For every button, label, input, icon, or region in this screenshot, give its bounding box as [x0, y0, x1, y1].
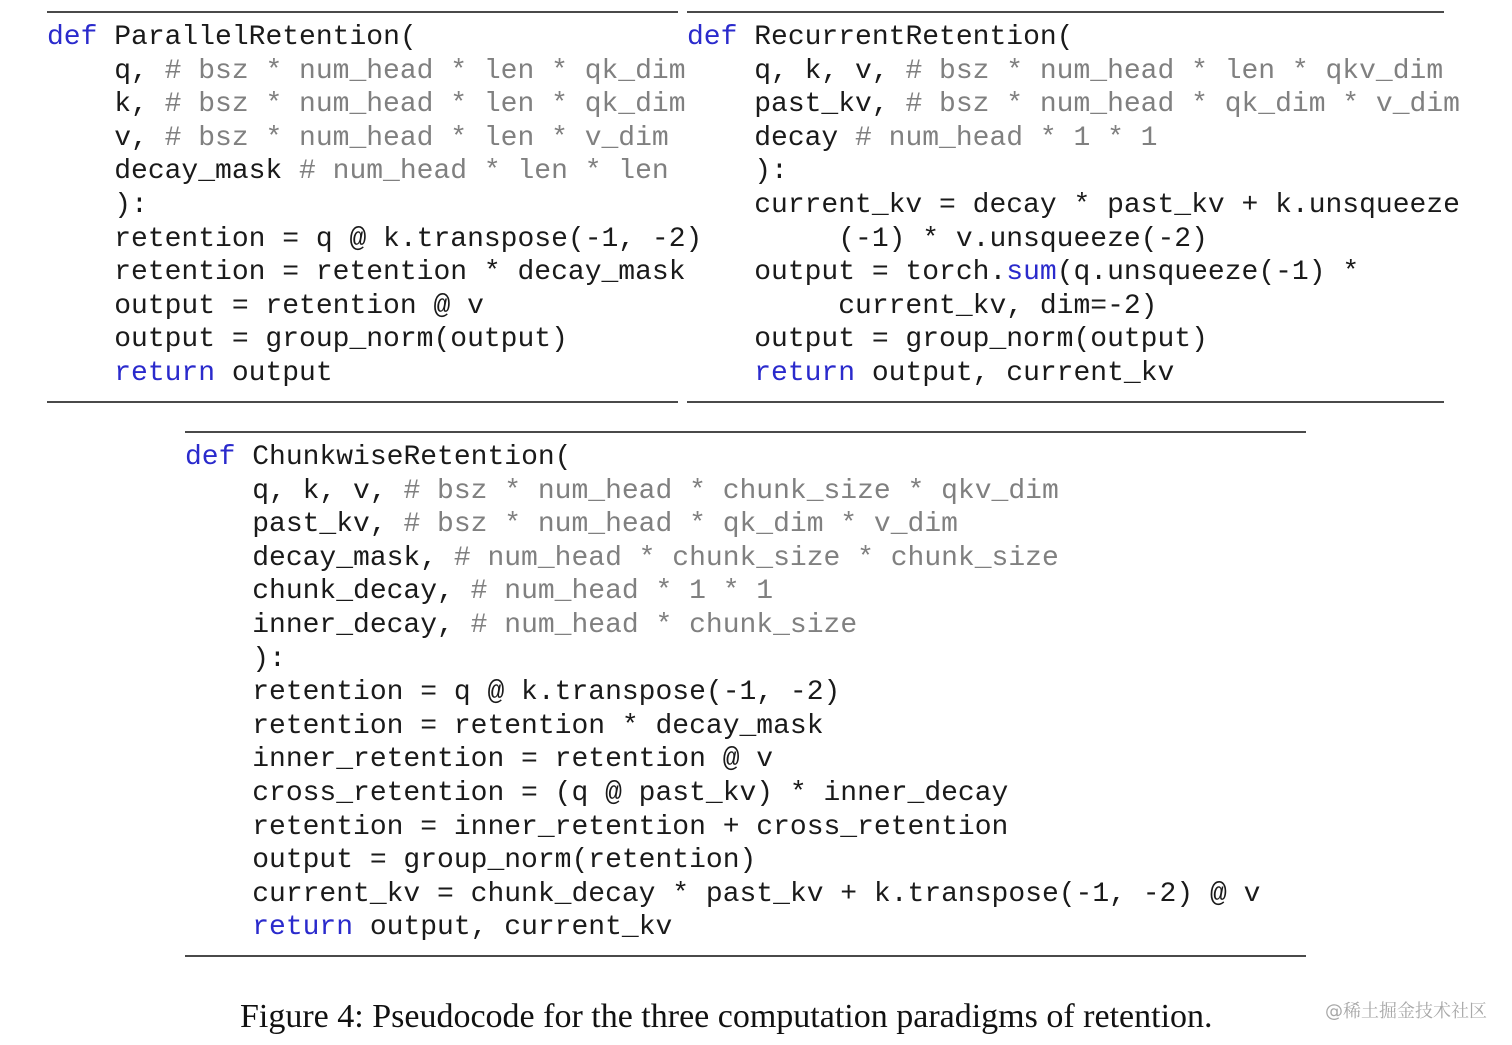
code-line	[185, 844, 1260, 878]
code-line	[47, 357, 702, 391]
code-text: (q.unsqueeze(-1) *	[1056, 257, 1360, 289]
code-line	[687, 290, 1460, 324]
code-line	[47, 256, 702, 290]
code-text: ):	[185, 643, 286, 675]
code-line	[185, 508, 1260, 542]
code-text: output	[215, 357, 333, 389]
code-text: retention = q @ k.transpose(-1, -2)	[185, 677, 841, 709]
code-line	[185, 710, 1260, 744]
code-line	[687, 223, 1460, 257]
code-text	[185, 912, 252, 943]
code-comment: # bsz * num_head * len * qk_dim	[164, 89, 686, 121]
code-line	[47, 21, 702, 55]
code-line	[185, 475, 1260, 509]
code-text: ):	[687, 156, 788, 188]
code-line	[47, 122, 702, 156]
parallel-top-rule	[47, 11, 678, 13]
code-text: q, k, v,	[687, 55, 906, 87]
code-comment: # bsz * num_head * len * qk_dim	[164, 55, 686, 87]
code-text: decay	[687, 122, 856, 154]
code-line	[185, 441, 1260, 475]
recurrent-retention-code	[687, 21, 1460, 391]
code-keyword: return	[114, 357, 216, 389]
code-text: decay_mask	[47, 156, 300, 188]
code-comment: # num_head * 1 * 1	[855, 122, 1158, 154]
code-text: output = group_norm(retention)	[185, 845, 757, 877]
code-text: past_kv,	[687, 89, 906, 121]
code-text: output = torch.	[687, 257, 1007, 289]
code-line	[47, 223, 702, 257]
code-line	[687, 357, 1460, 391]
code-text: cross_retention = (q @ past_kv) * inner_decay	[185, 777, 1009, 809]
code-keyword: def	[47, 22, 98, 53]
code-text: retention = q @ k.transpose(-1, -2)	[47, 223, 703, 255]
code-text: retention = inner_retention + cross_retention	[185, 811, 1009, 843]
parallel-bottom-rule	[47, 401, 678, 403]
code-line	[47, 189, 702, 223]
code-text: ):	[47, 189, 148, 221]
code-line	[687, 21, 1460, 55]
code-comment: # bsz * num_head * chunk_size * qkv_dim	[403, 475, 1059, 507]
code-keyword: def	[687, 22, 738, 53]
code-text: past_kv,	[185, 509, 404, 541]
code-line	[687, 55, 1460, 89]
code-text: current_kv = decay * past_kv + k.unsqueeze	[687, 189, 1460, 221]
code-text: current_kv = chunk_decay * past_kv + k.transpose(-1, -2) @ v	[185, 878, 1261, 910]
code-text: k,	[47, 89, 165, 121]
code-comment: # bsz * num_head * qk_dim * v_dim	[905, 89, 1460, 121]
code-text: output = group_norm(output)	[687, 324, 1208, 356]
code-line	[47, 323, 702, 357]
code-line	[185, 878, 1260, 912]
code-line	[687, 88, 1460, 122]
code-line	[47, 290, 702, 324]
code-comment: # bsz * num_head * len * qkv_dim	[905, 55, 1444, 87]
code-text: output = group_norm(output)	[47, 324, 568, 356]
code-keyword: sum	[1006, 257, 1057, 289]
code-text: output = retention @ v	[47, 290, 484, 322]
code-comment: # num_head * chunk_size	[470, 609, 858, 641]
code-line	[687, 189, 1460, 223]
figure-caption: Figure 4: Pseudocode for the three computation paradigms of retention.	[240, 998, 1213, 1035]
code-text: decay_mask,	[185, 542, 454, 574]
chunkwise-retention-code	[185, 441, 1260, 945]
code-text: ChunkwiseRetention(	[235, 442, 572, 473]
code-line	[687, 122, 1460, 156]
code-line	[185, 911, 1260, 945]
code-line	[185, 743, 1260, 777]
chunkwise-bottom-rule	[185, 955, 1306, 957]
chunkwise-top-rule	[185, 431, 1306, 433]
code-keyword: return	[252, 912, 354, 944]
code-line	[47, 88, 702, 122]
code-text: v,	[47, 122, 165, 154]
code-text: ParallelRetention(	[97, 22, 417, 53]
code-text: output, current_kv	[855, 357, 1175, 389]
code-keyword: return	[754, 357, 856, 389]
code-line	[185, 811, 1260, 845]
code-text: current_kv, dim=-2)	[687, 290, 1158, 322]
code-line	[687, 155, 1460, 189]
code-comment: # num_head * len * len	[299, 156, 669, 188]
code-text: (-1) * v.unsqueeze(-2)	[687, 223, 1208, 255]
code-text	[687, 358, 754, 389]
code-line	[47, 155, 702, 189]
code-line	[185, 609, 1260, 643]
code-line	[687, 256, 1460, 290]
code-text: RecurrentRetention(	[737, 22, 1074, 53]
code-line	[185, 777, 1260, 811]
code-text: inner_decay,	[185, 609, 471, 641]
parallel-retention-code	[47, 21, 702, 391]
code-text: q,	[47, 55, 165, 87]
code-comment: # num_head * chunk_size * chunk_size	[453, 542, 1059, 574]
recurrent-top-rule	[687, 11, 1444, 13]
code-line	[185, 643, 1260, 677]
code-line	[185, 542, 1260, 576]
code-comment: # bsz * num_head * len * v_dim	[164, 122, 669, 154]
code-comment: # bsz * num_head * qk_dim * v_dim	[403, 509, 958, 541]
recurrent-bottom-rule	[687, 401, 1444, 403]
code-keyword: def	[185, 442, 236, 473]
watermark: @稀土掘金技术社区	[1325, 1001, 1487, 1022]
code-text	[47, 358, 114, 389]
code-line	[185, 575, 1260, 609]
code-text: retention = retention * decay_mask	[185, 710, 824, 742]
code-text: chunk_decay,	[185, 576, 471, 608]
code-line	[185, 676, 1260, 710]
code-text: retention = retention * decay_mask	[47, 257, 686, 289]
code-comment: # num_head * 1 * 1	[470, 576, 774, 608]
code-text: q, k, v,	[185, 475, 404, 507]
code-text: inner_retention = retention @ v	[185, 744, 774, 776]
code-line	[687, 323, 1460, 357]
code-line	[47, 55, 702, 89]
code-text: output, current_kv	[353, 912, 673, 944]
